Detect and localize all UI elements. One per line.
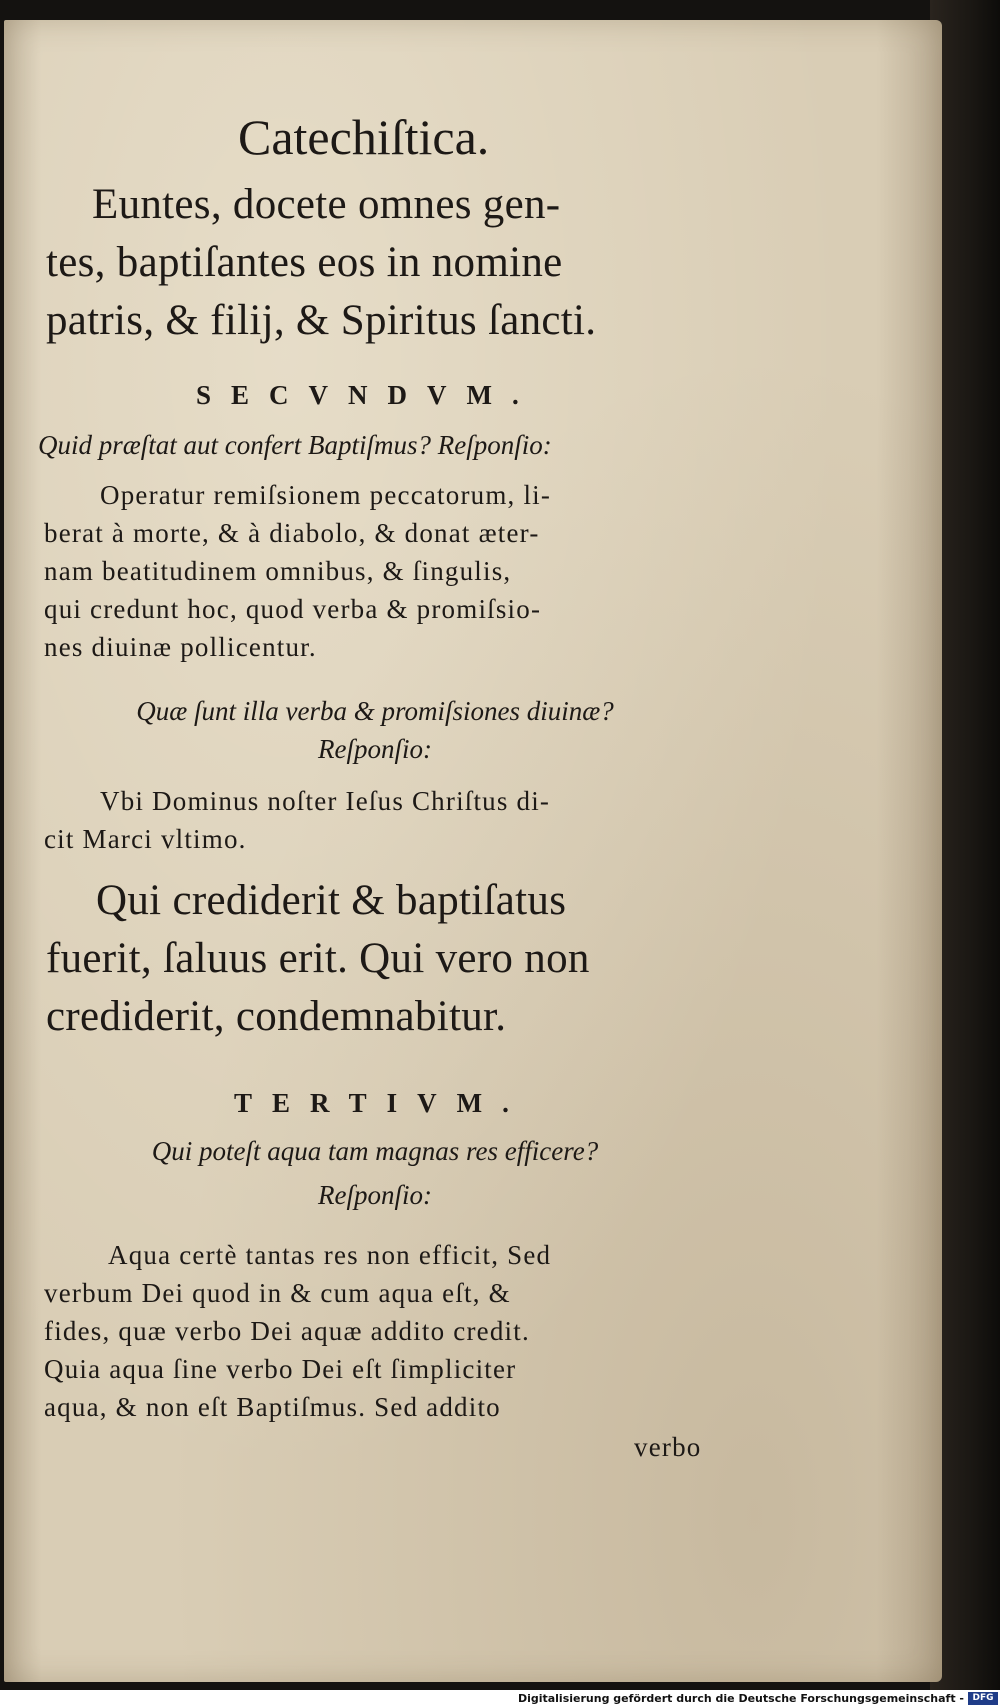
question-tertium-line-1: Qui poteſt aqua tam magnas res efficere?: [151, 1136, 599, 1166]
answer-two-line-1: Vbi Dominus noſter Ieſus Chriſtus di-: [100, 786, 551, 816]
question-tertium-line-2: Reſponſio:: [318, 1180, 432, 1210]
question-two-line-1: Quæ ſunt illa verba & promiſsiones diuinæ?: [136, 696, 614, 726]
answer-secundum-line-2: berat à morte, & à diabolo, & donat æter-: [44, 518, 540, 548]
answer-two-line-2: cit Marci vltimo.: [44, 824, 247, 854]
intro-line-1: Euntes, docete omnes gen-: [92, 181, 561, 228]
answer-secundum-line-3: nam beatitudinem omnibus, & ſingulis,: [44, 556, 512, 586]
answer-secundum-line-5: nes diuinæ pollicentur.: [44, 632, 317, 662]
intro-line-2: tes, baptiſantes eos in nomine: [46, 239, 563, 286]
catchword: verbo: [634, 1432, 702, 1462]
answer-tertium-line-2: verbum Dei quod in & cum aqua eſt, &: [44, 1278, 511, 1308]
dfg-logo: DFG: [968, 1692, 998, 1705]
quote-line-3: crediderit, condemnabitur.: [46, 993, 507, 1040]
digitization-credit: Digitalisierung gefördert durch die Deutsche Forschungsgemeinschaft -: [517, 1692, 964, 1705]
quote-line-2: fuerit, ſaluus erit. Qui vero non: [46, 935, 590, 982]
section-heading-tertium: TERTIVM.: [234, 1088, 529, 1118]
question-two-line-2: Reſponſio:: [318, 734, 432, 764]
book-page: [4, 20, 942, 1682]
quote-line-1: Qui crediderit & baptiſatus: [96, 877, 567, 924]
running-title: Catechiſtica.: [238, 109, 490, 165]
question-secundum: Quid præſtat aut confert Baptiſmus? Reſponſio:: [38, 430, 552, 460]
section-heading-secundum: SECVNDVM.: [196, 380, 539, 410]
answer-secundum-line-4: qui credunt hoc, quod verba & promiſsio-: [44, 594, 542, 624]
answer-secundum-line-1: Operatur remiſsionem peccatorum, li-: [100, 480, 552, 510]
answer-tertium-line-3: fides, quæ verbo Dei aquæ addito credit.: [44, 1316, 530, 1346]
answer-tertium-line-1: Aqua certè tantas res non efficit, Sed: [108, 1240, 552, 1270]
answer-tertium-line-5: aqua, & non eſt Baptiſmus. Sed addito: [44, 1392, 501, 1422]
answer-tertium-line-4: Quia aqua ſine verbo Dei eſt ſimpliciter: [44, 1354, 517, 1384]
intro-line-3: patris, & filij, & Spiritus ſancti.: [46, 297, 597, 344]
